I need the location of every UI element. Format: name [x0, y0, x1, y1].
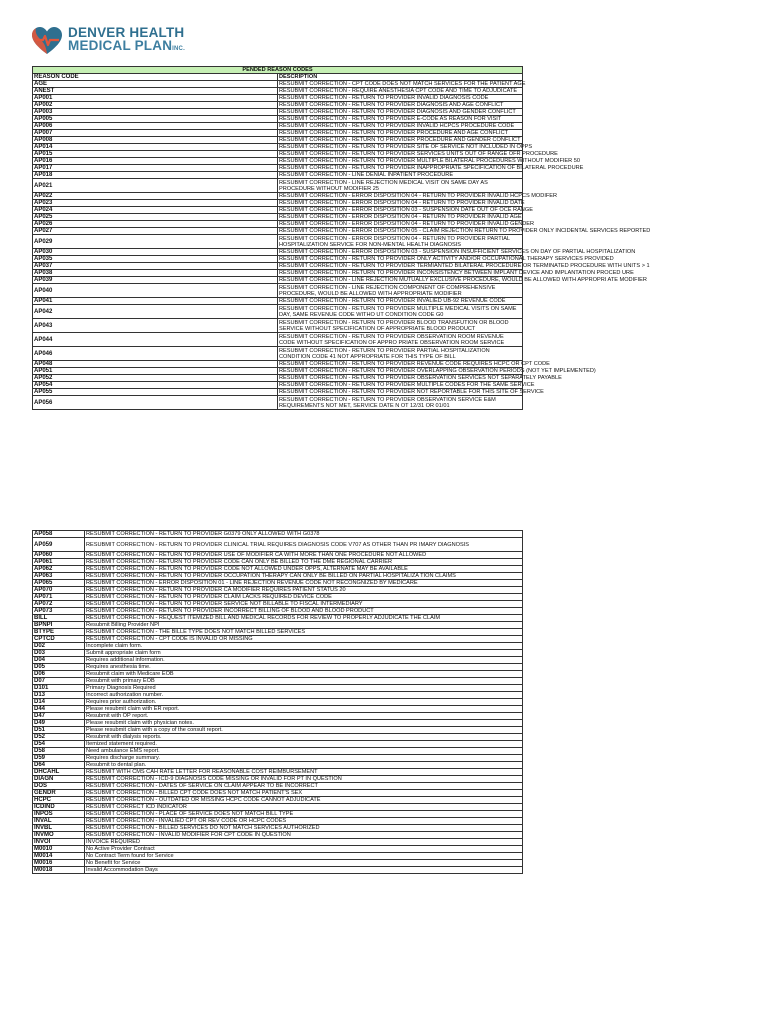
description-cell: RESUBMIT CORRECTION - RETURN TO PROVIDER USE OF MODIFIER CA WITH MORE THAN ONE PROCEDURE NOT ALLOWED: [85, 552, 523, 559]
description-cell: RESUBMIT CORRECTION - RETURN TO PROVIDER OCCUPATION THERAPY CAN ONLY BE BILLED ON PARTIAL HOSPITALIZA TION CLAIMS: [85, 573, 523, 580]
reason-code-cell: INVMO: [33, 832, 85, 839]
description-cell: No Active Provider Contract: [85, 846, 523, 853]
description-cell: Please resubmit claim with ER report.: [85, 706, 523, 713]
table-row: [33, 531, 523, 538]
description-cell: RESUBMIT CORRECTION - ERROR DISPOSITION 04 - RETURN TO PROVIDER INVALID AGE: [279, 214, 522, 220]
description-cell: RESUBMIT CORRECTION - LINE REJECTION MUTUALLY EXCLUSIVE PROCEDURE, WOULD BE ALLOWED WITH APPROPRI ATE MODIFIER: [279, 277, 647, 283]
table-row: [33, 228, 523, 235]
reason-code-cell: AP039: [33, 277, 278, 284]
table-row: [33, 720, 523, 727]
reason-code-cell: D07: [33, 678, 85, 685]
table-row: [33, 214, 523, 221]
reason-code-cell: AP041: [33, 298, 278, 305]
description-cell: Resubmit to dental plan.: [85, 762, 523, 769]
reason-code-cell: HCPC: [33, 797, 85, 804]
table-row: [33, 235, 523, 249]
reason-code-cell: D13: [33, 692, 85, 699]
table-row: [33, 389, 523, 396]
description-cell: RESUBMIT CORRECTION - RETURN TO PROVIDER OBSERVATION ROOM REVENUE CODE WITHOUT SPECIFICATION OF APPRO PRIATE OBSERVATION ROOM SERVICE: [278, 333, 523, 347]
reason-code-cell: AP016: [33, 158, 278, 165]
reason-code-cell: AP014: [33, 144, 278, 151]
description-cell: Resubmit Billing Provider NPI: [85, 622, 523, 629]
table-row: [33, 109, 523, 116]
description-cell: RESUBMIT CORRECTION - RETURN TO PROVIDER MULTIPLE MEDICAL VISITS ON SAME DAY, SAME REVENUE CODE WITHO UT CONDITION CODE G0: [278, 305, 523, 319]
description-cell: RESUBMIT CORRECTION - INVALIED CPT OR REV CODE OR HCPC CODES: [85, 818, 523, 825]
logo-line-2: [68, 39, 185, 56]
description-cell: RESUBMIT CORRECTION - RETURN TO PROVIDER PROCEDURE AND AGE CONFLICT: [278, 130, 523, 137]
description-cell: Requires anesthesia time.: [85, 664, 523, 671]
table-row: [33, 636, 523, 643]
table-row: [33, 587, 523, 594]
description-cell: No Contract Term found for Service: [85, 853, 523, 860]
reason-code-cell: AP072: [33, 601, 85, 608]
pended-reason-codes-table: [32, 66, 651, 410]
description-cell: RESUBMIT CORRECTION - RETURN TO PROVIDER OBSERVATION SERVICE E&M REQUIREMENTS NOT MET, SERVICE DATE N OT 12/31 OR 01/01: [278, 396, 523, 410]
reason-code-cell: AP026: [33, 221, 278, 228]
reason-code-cell: AP061: [33, 559, 85, 566]
description-cell: No Benefit for Service: [85, 860, 523, 867]
table-row: [33, 179, 523, 193]
reason-code-cell: AP005: [33, 116, 278, 123]
description-cell: RESUBMIT CORRECTION - ERROR DISPOSITION 03 - SUSPENSION DATE OUT OF OCE RANGE: [279, 207, 533, 213]
reason-code-cell: AP024: [33, 207, 278, 214]
description-cell: RESUBMIT CORRECTION - REQUEST ITEMIZED BILL AND MEDICAL RECORDS FOR REVIEW TO PROPERLY ADJUDICATE THE CLAIM: [85, 615, 523, 622]
reason-code-cell: INVOI: [33, 839, 85, 846]
reason-code-cell: AP052: [33, 375, 278, 382]
reason-code-cell: GENDR: [33, 790, 85, 797]
table-row: [33, 706, 523, 713]
heart-logo-icon: [30, 26, 64, 56]
table-row: [33, 130, 523, 137]
reason-code-cell: D51: [33, 727, 85, 734]
table-row: [33, 797, 523, 804]
description-cell: RESUBMIT CORRECTION - ERROR DISPOSITION 04 - RETURN TO PROVIDER INVALID HCPCS MODIFER: [279, 193, 558, 199]
reason-code-cell: AP070: [33, 587, 85, 594]
description-cell: RESUBMIT CORRECTION - RETURN TO PROVIDER INVALID DIAGNOSIS CODE: [278, 95, 523, 102]
description-cell: RESUBMIT CORRECTION - ERROR DISPOSITION 04 - RETURN TO PROVIDER PARTIAL HOSPITALIZATION SERVICE FOR NON-MENTAL HEALTH DIAGNOSIS: [278, 235, 523, 249]
reason-code-cell: INVAL: [33, 818, 85, 825]
reason-code-cell: AP059: [33, 538, 85, 552]
reason-code-cell: AP063: [33, 573, 85, 580]
table-row: [33, 375, 523, 382]
table-title-row: [33, 67, 523, 74]
reason-code-cell: AP055: [33, 389, 278, 396]
reason-code-cell: DOS: [33, 783, 85, 790]
table-row: [33, 713, 523, 720]
description-cell: RESUBMIT CORRECTION - THE BILLE TYPE DOES NOT MATCH BILLED SERVICES: [85, 629, 523, 636]
reason-code-cell: D04: [33, 657, 85, 664]
table-row: [33, 650, 523, 657]
table-row: [33, 825, 523, 832]
table-row: [33, 88, 523, 95]
reason-code-cell: AP023: [33, 200, 278, 207]
reason-code-cell: AP073: [33, 608, 85, 615]
table-row: [33, 762, 523, 769]
description-cell: Incorrect authorization number.: [85, 692, 523, 699]
reason-code-cell: D101: [33, 685, 85, 692]
table-row: [33, 382, 523, 389]
reason-code-cell: D05: [33, 664, 85, 671]
table-row: [33, 158, 523, 165]
reason-code-cell: AP065: [33, 580, 85, 587]
table-row: [33, 727, 523, 734]
table-row: [33, 615, 523, 622]
table-title: PENDED REASON CODES: [33, 67, 523, 74]
reason-code-cell: AP030: [33, 249, 278, 256]
reason-code-cell: AP060: [33, 552, 85, 559]
table-row: [33, 102, 523, 109]
reason-code-cell: AP038: [33, 270, 278, 277]
description-cell: RESUBMIT CORRECTION - RETURN TO PROVIDER PROCEDURE AND GENDER CONFLICT: [279, 137, 521, 143]
table-row: [33, 839, 523, 846]
reason-code-cell: D54: [33, 741, 85, 748]
description-cell: RESUBMIT CORRECTION - RETURN TO PROVIDER CODE NOT ALLOWED UNDER OPPS, ALTERNATE MAY BE AVAILABLE: [85, 566, 523, 573]
reason-code-cell: AP042: [33, 305, 278, 319]
logo-suffix: INC.: [172, 46, 185, 52]
table-row: [33, 172, 523, 179]
table-row: [33, 734, 523, 741]
description-cell: RESUBMIT CORRECTION - RETURN TO PROVIDER PARTIAL HOSPITALIZATION CONDITION CODE 41 NOT APPROPRIATE FOR THIS TYPE OF BILL: [278, 347, 523, 361]
reason-code-cell: AGE: [33, 81, 278, 88]
reason-code-cell: AP002: [33, 102, 278, 109]
table-row: [33, 221, 523, 228]
reason-code-cell: AP027: [33, 228, 278, 235]
reason-code-cell: AP025: [33, 214, 278, 221]
reason-code-cell: AP003: [33, 109, 278, 116]
reason-code-cell: BILL: [33, 615, 85, 622]
reason-code-cell: M0018: [33, 867, 85, 874]
table-row: [33, 165, 523, 172]
description-cell: Resubmit with OP report.: [85, 713, 523, 720]
table-row: [33, 622, 523, 629]
table-row: [33, 657, 523, 664]
reason-code-cell: D49: [33, 720, 85, 727]
reason-code-cell: AP046: [33, 347, 278, 361]
table-row: [33, 594, 523, 601]
reason-code-cell: AP008: [33, 137, 278, 144]
table-row: [33, 284, 523, 298]
table-row: [33, 860, 523, 867]
reason-code-cell: INVBL: [33, 825, 85, 832]
reason-code-cell: D59: [33, 755, 85, 762]
description-cell: RESUBMIT CORRECTION - RETURN TO PROVIDER SERVICE NOT BILLABLE TO FISCAL INTERMEDIARY: [85, 601, 523, 608]
table-row: [33, 151, 523, 158]
description-cell: RESUBMIT CORRECTION - RETURN TO PROVIDER TERMIANTED BILATERAL PROCEDURE OR TERMINATED PROCEDURE WITH UNITS > 1: [279, 263, 650, 269]
description-cell: Requires additional information.: [85, 657, 523, 664]
logo: [30, 26, 185, 56]
description-cell: RESUBMIT CORRECTION - RETURN TO PROVIDER CLAIM LACKS REQUIRED DEVICE CODE: [85, 594, 523, 601]
table-row: [33, 783, 523, 790]
table-row: [33, 81, 523, 88]
description-cell: RESUBMIT CORRECTION - ERROR DISPOSITION 04 - RETURN TO PROVIDER INVALID GENDER: [279, 221, 535, 227]
reason-code-cell: AP006: [33, 123, 278, 130]
description-cell: RESUBMIT CORRECTION - RETURN TO PROVIDER INVALID HCPCS PROCEDURE CODE: [278, 123, 523, 130]
reason-code-cell: D44: [33, 706, 85, 713]
description-cell: RESUBMIT CORRECTION - BILLED CPT CODE DOES NOT MATCH PATIENT'S SEX: [85, 790, 523, 797]
description-cell: Submit appropriate claim form: [85, 650, 523, 657]
description-cell: RESUBMIT CORRECTION - CPT CODE DOES NOT MATCH SERVICES FOR THE PATIENT AGE: [279, 81, 526, 87]
pended-reason-codes-table-continued: [32, 530, 523, 874]
table-row: [33, 601, 523, 608]
reason-code-cell: AP007: [33, 130, 278, 137]
description-cell: RESUBMIT CORRECTION - RETURN TO PROVIDER MULTIPLE CODES FOR THE SAME SERVICE: [279, 382, 535, 388]
table-row: [33, 116, 523, 123]
reason-code-cell: AP015: [33, 151, 278, 158]
table-row: [33, 193, 523, 200]
description-cell: RESUBMIT CORRECTION - RETURN TO PROVIDER INCORRECT BILLING OF BLOOD AND BLOOD PRODUCT: [85, 608, 523, 615]
reason-code-cell: D52: [33, 734, 85, 741]
reason-code-cell: AP044: [33, 333, 278, 347]
table-row: [33, 538, 523, 552]
description-cell: RESUBMIT CORRECTION - ERROR DISPOSITION 04 - RETURN TO PROVIDER INVALID DATE: [279, 200, 525, 206]
reason-code-cell: AP058: [33, 531, 85, 538]
reason-code-cell: D64: [33, 762, 85, 769]
description-cell: RESUBMIT CORRECTION - RETURN TO PROVIDER DIAGNOSIS AND GENDER CONFLICT: [278, 109, 523, 116]
reason-code-cell: INPOS: [33, 811, 85, 818]
description-cell: RESUBMIT CORRECTION - LINE REJECTION MEDICAL VISIT ON SAME DAY AS PROCEDURE WITHOUT MODIFIER 25: [278, 179, 523, 193]
table-row: [33, 573, 523, 580]
reason-code-cell: AP051: [33, 368, 278, 375]
description-cell: Requires discharge summary.: [85, 755, 523, 762]
table-header-row: [33, 74, 523, 81]
table-row: [33, 671, 523, 678]
description-cell: RESUBMIT CORRECTION - ERROR DISPOSITION 01 - LINE REJECTION REVENUE CODE NOT RECONGNIZED BY MEDICARE: [85, 580, 523, 587]
table-row: [33, 755, 523, 762]
table-row: [33, 277, 523, 284]
table-row: [33, 741, 523, 748]
table-row: [33, 580, 523, 587]
description-cell: Resubmit with dialysis reports.: [85, 734, 523, 741]
table-row: [33, 853, 523, 860]
logo-line-1: DENVER HEALTH: [68, 25, 185, 40]
table-row: [33, 608, 523, 615]
table-row: [33, 692, 523, 699]
description-cell: RESUBMIT CORRECTION - ERROR DISPOSITION 05 - CLAIM REJECTION RETURN TO PROVIDER ONLY INCIDENTAL SERVICES REPORTED: [279, 228, 651, 234]
table-row: [33, 832, 523, 839]
description-cell: RESUBMIT CORRECTION - RETURN TO PROVIDER DIAGNOSIS AND AGE CONFLICT: [278, 102, 523, 109]
reason-code-cell: ICDIND: [33, 804, 85, 811]
description-cell: Please resubmit claim with a copy of the consult report.: [85, 727, 523, 734]
description-cell: RESUBMIT CORRECTION - RETURN TO PROVIDER REVENUE CODE REQUIRES HCPC OR CPT CODE: [279, 361, 550, 367]
table-row: [33, 123, 523, 130]
table-row: [33, 566, 523, 573]
description-cell: RESUBMIT CORRECTION - LINE REJECTION COMPONENT OF COMPREHENSIVE PROCEDURE, WOULD BE ALLOWED WITH APPROPRIATE MODIFIER: [278, 284, 523, 298]
table-row: [33, 804, 523, 811]
description-cell: RESUBMIT WITH CMS CAH RATE LETTER FOR REASONABLE COST REIMBURSEMENT: [85, 769, 523, 776]
description-cell: RESUBMIT CORRECTION - RETURN TO PROVIDER SERVICES UNITS OUT OF RANGE OFR PROCEDURE: [279, 151, 558, 157]
reason-code-cell: BTYPE: [33, 629, 85, 636]
reason-code-cell: BPNPI: [33, 622, 85, 629]
description-cell: RESUBMIT CORRECTION - RETURN TO PROVIDER OVERLAPPING OBSERVATION PERIODS (NOT YET IMPLEMENTED): [279, 368, 596, 374]
table-row: [33, 95, 523, 102]
description-cell: Itemized statement required.: [85, 741, 523, 748]
table-row: [33, 137, 523, 144]
description-cell: Resubmit with primary EOB: [85, 678, 523, 685]
reason-code-cell: AP001: [33, 95, 278, 102]
reason-code-cell: CPTCD: [33, 636, 85, 643]
description-cell: RESUBMIT CORRECTION - RETURN TO PROVIDER MULTIPLE BILATERAL PROCEDURES WITHOUT MODIFIER 50: [279, 158, 580, 164]
description-cell: RESUBMIT CORRECTION - BILLED SERVICES DO NOT MATCH SERVICES AUTHORIZED: [85, 825, 523, 832]
description-cell: Invalid Accommodation Days: [85, 867, 523, 874]
reason-code-cell: M0016: [33, 860, 85, 867]
reason-code-cell: D03: [33, 650, 85, 657]
reason-code-cell: AP035: [33, 256, 278, 263]
reason-code-cell: AP048: [33, 361, 278, 368]
description-cell: Incomplete claim form.: [85, 643, 523, 650]
table-row: [33, 361, 523, 368]
reason-code-cell: AP071: [33, 594, 85, 601]
reason-code-cell: AP022: [33, 193, 278, 200]
table-row: [33, 748, 523, 755]
table-row: [33, 664, 523, 671]
table-row: [33, 818, 523, 825]
description-cell: RESUBMIT CORRECTION - RETURN TO PROVIDER G0379 ONLY ALLOWED WITH G0378: [85, 531, 523, 538]
description-cell: RESUBMIT CORRECTION - RETURN TO PROVIDER OBSERVATION SERVICES NOT SEPARATELY PAYABLE: [279, 375, 562, 381]
table-row: [33, 270, 523, 277]
table-row: [33, 643, 523, 650]
table-row: [33, 769, 523, 776]
reason-code-cell: ANEST: [33, 88, 278, 95]
table-row: [33, 200, 523, 207]
description-cell: RESUBMIT CORRECTION - RETURN TO PROVIDER SITE OF SERVICE NOT INCLUDED IN OPPS: [279, 144, 533, 150]
description-cell: RESUBMIT CORRECTION - PLACE OF SERVICE DOES NOT MATCH BILL TYPE: [85, 811, 523, 818]
table-row: [33, 368, 523, 375]
description-cell: RESUBMIT CORRECTION - LINE DENIAL INPATIENT PROCEDURE: [278, 172, 523, 179]
description-cell: RESUBMIT CORRECTION - RETURN TO PROVIDER INCONSISTENCY BETWEEN IMPLANT DEVICE AND IMPLANTATION PROCED URE: [279, 270, 634, 276]
table-row: [33, 396, 523, 410]
header-reason-code: REASON CODE: [33, 74, 278, 81]
table-row: [33, 305, 523, 319]
description-cell: RESUBMIT CORRECTION - RETURN TO PROVIDER CA MODIFIER REQUIRES PATIENT STATUS 20: [85, 587, 523, 594]
description-cell: RESUBMIT CORRECTION - OUTDATED OR MISSING HCPC CODE CANNOT ADJUDICATE: [85, 797, 523, 804]
reason-code-cell: AP054: [33, 382, 278, 389]
description-cell: RESUBMIT CORRECTION - RETURN TO PROVIDER CODE CAN ONLY BE BILLED TO THE DME REGIONAL CARRIER: [85, 559, 523, 566]
description-cell: RESUBMIT CORRECTION - RETURN TO PROVIDER INAPPROPRIATE SPECIFICATION OF BILATERAL PROCEDURE: [279, 165, 584, 171]
table-row: [33, 298, 523, 305]
description-cell: Requires prior authorization.: [85, 699, 523, 706]
table-row: [33, 207, 523, 214]
table-row: [33, 776, 523, 783]
reason-code-cell: D47: [33, 713, 85, 720]
reason-code-cell: AP018: [33, 172, 278, 179]
reason-code-cell: AP056: [33, 396, 278, 410]
description-cell: INVOICE REQUIRED: [85, 839, 523, 846]
reason-code-cell: AP037: [33, 263, 278, 270]
logo-line-2-text: MEDICAL PLAN: [68, 38, 173, 53]
reason-code-cell: D58: [33, 748, 85, 755]
reason-code-cell: AP017: [33, 165, 278, 172]
description-cell: Resubmit claim with Medicare EOB: [85, 671, 523, 678]
table-row: [33, 249, 523, 256]
description-cell: RESUBMIT CORRECTION - INVALID MODIFIER FOR CPT CODE IN QUESTION: [85, 832, 523, 839]
table-row: [33, 263, 523, 270]
reason-code-cell: AP029: [33, 235, 278, 249]
reason-code-cell: D06: [33, 671, 85, 678]
table-row: [33, 559, 523, 566]
reason-code-cell: DHCAHL: [33, 769, 85, 776]
table-row: [33, 790, 523, 797]
description-cell: Need ambulance EMS report.: [85, 748, 523, 755]
table-row: [33, 811, 523, 818]
description-cell: Please resubmit claim with physician notes.: [85, 720, 523, 727]
description-cell: RESUBMIT CORRECTION - REQUIRE ANESTHESIA CPT CODE AND TIME TO ADJUDICATE: [278, 88, 523, 95]
description-cell: RESUBMIT CORRECTION - RETURN TO PROVIDER BLOOD TRANSFUTION OR BLOOD SERVICE WITHOUT SPECIFICATION OF APPROPRIATE BLOOD PRODUCT: [278, 319, 523, 333]
table-row: [33, 333, 523, 347]
table-row: [33, 685, 523, 692]
reason-code-cell: D14: [33, 699, 85, 706]
description-cell: RESUBMIT CORRECT ICD INDICATOR: [85, 804, 523, 811]
table-row: [33, 144, 523, 151]
description-cell: RESUBMIT CORRECTION - DATES OF SERVICE ON CLAIM APPEAR TO BE INCORRECT: [85, 783, 523, 790]
description-cell: RESUBMIT CORRECTION - RETURN TO PROVIDER INVALIED UB-92 REVENUE CODE: [278, 298, 523, 305]
description-cell: Primary Diagnosis Required: [85, 685, 523, 692]
table-row: [33, 552, 523, 559]
reason-code-cell: AP062: [33, 566, 85, 573]
table-row: [33, 699, 523, 706]
table-row: [33, 867, 523, 874]
reason-code-cell: AP043: [33, 319, 278, 333]
reason-code-cell: AP040: [33, 284, 278, 298]
description-cell: RESUBMIT CORRECTION - RETURN TO PROVIDER NOT REPORTABLE FOR THIS SITE OF SERVICE: [279, 389, 544, 395]
description-cell: RESUBMIT CORRECTION - CPT CODE IS INVALID OR MISSING: [85, 636, 523, 643]
header-description: DESCRIPTION: [278, 74, 523, 81]
description-cell: RESUBMIT CORRECTION - RETURN TO PROVIDER CLINICAL TRIAL REQUIRES DIAGNOSIS CODE V707 AS OTHER THAN PR IMARY DIAGNOSIS: [85, 538, 523, 552]
reason-code-cell: D02: [33, 643, 85, 650]
reason-code-cell: M0014: [33, 853, 85, 860]
table-row: [33, 846, 523, 853]
description-cell: RESUBMIT CORRECTION - RETURN TO PROVIDER E-CODE AS REASON FOR VISIT: [278, 116, 523, 123]
description-cell: RESUBMIT CORRECTION - RETURN TO PROVIDER ONLY ACTIVITY AND/OR OCCUPATIONAL THERAPY SERVICES PROVIDED: [279, 256, 614, 262]
table-row: [33, 347, 523, 361]
table-row: [33, 678, 523, 685]
table-row: [33, 629, 523, 636]
description-cell: RESUBMIT CORRECTION - ICD-9 DIAGNOSIS CODE MISSING OR INVALID FOR PT IN QUESTION: [85, 776, 523, 783]
reason-code-cell: DIAGN: [33, 776, 85, 783]
reason-code-cell: M0010: [33, 846, 85, 853]
description-cell: RESUBMIT CORRECTION - ERROR DISPOSITION 03 - SUSPENSION INSUFFICIENT SERVICES ON DAY OF PARTIAL HOSPITALIZATION: [279, 249, 636, 255]
table-row: [33, 256, 523, 263]
table-row: [33, 319, 523, 333]
reason-code-cell: AP021: [33, 179, 278, 193]
